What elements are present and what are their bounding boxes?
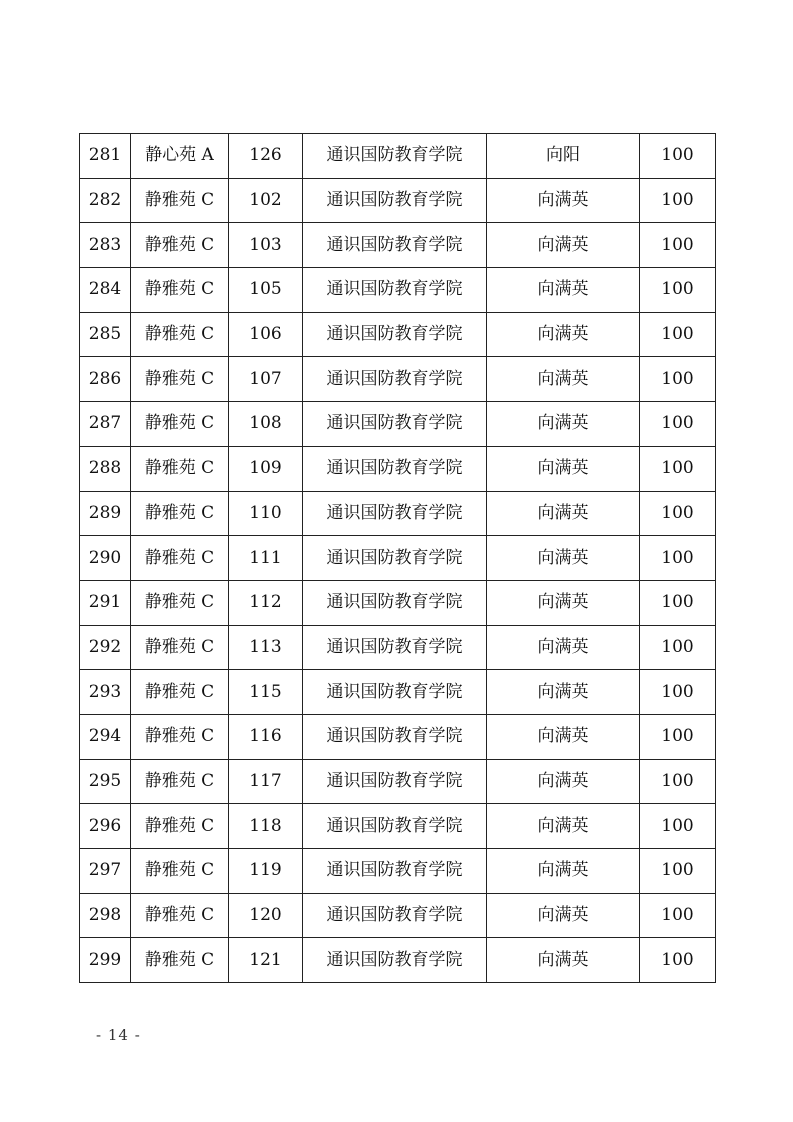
score-table: [79, 133, 716, 983]
cell-score: 100: [640, 580, 716, 625]
cell-score: 100: [640, 491, 716, 536]
cell-building: 静雅苑 C: [131, 759, 229, 804]
cell-score: 100: [640, 357, 716, 402]
cell-name: 向满英: [487, 223, 640, 268]
cell-index: 283: [80, 223, 131, 268]
cell-index: 290: [80, 536, 131, 581]
cell-name: 向满英: [487, 580, 640, 625]
table-row: [80, 312, 716, 357]
cell-college: 通识国防教育学院: [303, 804, 487, 849]
table-row: [80, 446, 716, 491]
cell-name: 向满英: [487, 759, 640, 804]
cell-room: 110: [229, 491, 303, 536]
cell-room: 108: [229, 402, 303, 447]
cell-score: 100: [640, 402, 716, 447]
cell-score: 100: [640, 759, 716, 804]
cell-name: 向满英: [487, 714, 640, 759]
cell-room: 106: [229, 312, 303, 357]
table-row: [80, 893, 716, 938]
cell-name: 向满英: [487, 893, 640, 938]
table-row: [80, 223, 716, 268]
table-row: [80, 357, 716, 402]
cell-name: 向满英: [487, 625, 640, 670]
cell-score: 100: [640, 268, 716, 313]
cell-room: 117: [229, 759, 303, 804]
cell-building: 静雅苑 C: [131, 536, 229, 581]
cell-building: 静雅苑 C: [131, 357, 229, 402]
cell-building: 静雅苑 C: [131, 625, 229, 670]
cell-index: 285: [80, 312, 131, 357]
cell-room: 118: [229, 804, 303, 849]
cell-room: 107: [229, 357, 303, 402]
cell-building: 静雅苑 C: [131, 804, 229, 849]
cell-college: 通识国防教育学院: [303, 446, 487, 491]
cell-college: 通识国防教育学院: [303, 938, 487, 983]
cell-score: 100: [640, 804, 716, 849]
cell-building: 静雅苑 C: [131, 893, 229, 938]
table-row: [80, 670, 716, 715]
cell-index: 295: [80, 759, 131, 804]
cell-score: 100: [640, 625, 716, 670]
cell-room: 105: [229, 268, 303, 313]
cell-name: 向满英: [487, 670, 640, 715]
cell-room: 112: [229, 580, 303, 625]
cell-room: 121: [229, 938, 303, 983]
cell-room: 116: [229, 714, 303, 759]
table-row: [80, 536, 716, 581]
cell-college: 通识国防教育学院: [303, 670, 487, 715]
cell-college: 通识国防教育学院: [303, 223, 487, 268]
table-row: [80, 268, 716, 313]
cell-college: 通识国防教育学院: [303, 580, 487, 625]
table-row: [80, 580, 716, 625]
page-number: - 14 -: [96, 1026, 141, 1044]
cell-room: 111: [229, 536, 303, 581]
cell-index: 287: [80, 402, 131, 447]
cell-college: 通识国防教育学院: [303, 491, 487, 536]
cell-building: 静雅苑 C: [131, 714, 229, 759]
cell-room: 109: [229, 446, 303, 491]
cell-college: 通识国防教育学院: [303, 759, 487, 804]
cell-building: 静雅苑 C: [131, 938, 229, 983]
cell-college: 通识国防教育学院: [303, 268, 487, 313]
cell-building: 静雅苑 C: [131, 670, 229, 715]
cell-college: 通识国防教育学院: [303, 357, 487, 402]
cell-room: 115: [229, 670, 303, 715]
cell-name: 向满英: [487, 312, 640, 357]
cell-index: 293: [80, 670, 131, 715]
cell-index: 297: [80, 849, 131, 894]
cell-score: 100: [640, 849, 716, 894]
table-row: [80, 178, 716, 223]
cell-name: 向满英: [487, 491, 640, 536]
table-row: [80, 849, 716, 894]
cell-name: 向满英: [487, 536, 640, 581]
cell-name: 向阳: [487, 134, 640, 179]
cell-score: 100: [640, 446, 716, 491]
cell-building: 静雅苑 C: [131, 580, 229, 625]
cell-college: 通识国防教育学院: [303, 893, 487, 938]
cell-college: 通识国防教育学院: [303, 536, 487, 581]
cell-room: 113: [229, 625, 303, 670]
table-row: [80, 938, 716, 983]
cell-index: 294: [80, 714, 131, 759]
cell-score: 100: [640, 178, 716, 223]
cell-building: 静雅苑 C: [131, 491, 229, 536]
table-body: [80, 134, 716, 983]
cell-index: 292: [80, 625, 131, 670]
cell-index: 291: [80, 580, 131, 625]
cell-building: 静雅苑 C: [131, 178, 229, 223]
cell-name: 向满英: [487, 938, 640, 983]
cell-score: 100: [640, 223, 716, 268]
cell-room: 119: [229, 849, 303, 894]
cell-college: 通识国防教育学院: [303, 625, 487, 670]
cell-score: 100: [640, 893, 716, 938]
cell-college: 通识国防教育学院: [303, 312, 487, 357]
cell-index: 288: [80, 446, 131, 491]
cell-college: 通识国防教育学院: [303, 178, 487, 223]
cell-score: 100: [640, 536, 716, 581]
cell-building: 静雅苑 C: [131, 446, 229, 491]
cell-college: 通识国防教育学院: [303, 134, 487, 179]
cell-index: 289: [80, 491, 131, 536]
cell-index: 281: [80, 134, 131, 179]
table-row: [80, 714, 716, 759]
cell-index: 299: [80, 938, 131, 983]
cell-name: 向满英: [487, 178, 640, 223]
cell-building: 静心苑 A: [131, 134, 229, 179]
table-row: [80, 491, 716, 536]
cell-building: 静雅苑 C: [131, 849, 229, 894]
cell-room: 102: [229, 178, 303, 223]
cell-score: 100: [640, 312, 716, 357]
cell-room: 103: [229, 223, 303, 268]
cell-index: 282: [80, 178, 131, 223]
cell-index: 286: [80, 357, 131, 402]
cell-score: 100: [640, 714, 716, 759]
table-row: [80, 402, 716, 447]
cell-name: 向满英: [487, 446, 640, 491]
cell-name: 向满英: [487, 402, 640, 447]
cell-name: 向满英: [487, 357, 640, 402]
cell-name: 向满英: [487, 268, 640, 313]
table-row: [80, 625, 716, 670]
table-row: [80, 134, 716, 179]
cell-index: 296: [80, 804, 131, 849]
cell-name: 向满英: [487, 849, 640, 894]
table-row: [80, 804, 716, 849]
cell-name: 向满英: [487, 804, 640, 849]
cell-index: 284: [80, 268, 131, 313]
cell-building: 静雅苑 C: [131, 268, 229, 313]
cell-room: 120: [229, 893, 303, 938]
cell-building: 静雅苑 C: [131, 312, 229, 357]
cell-score: 100: [640, 670, 716, 715]
table-row: [80, 759, 716, 804]
cell-college: 通识国防教育学院: [303, 714, 487, 759]
cell-building: 静雅苑 C: [131, 223, 229, 268]
cell-score: 100: [640, 938, 716, 983]
cell-room: 126: [229, 134, 303, 179]
cell-college: 通识国防教育学院: [303, 849, 487, 894]
cell-score: 100: [640, 134, 716, 179]
cell-college: 通识国防教育学院: [303, 402, 487, 447]
cell-building: 静雅苑 C: [131, 402, 229, 447]
cell-index: 298: [80, 893, 131, 938]
